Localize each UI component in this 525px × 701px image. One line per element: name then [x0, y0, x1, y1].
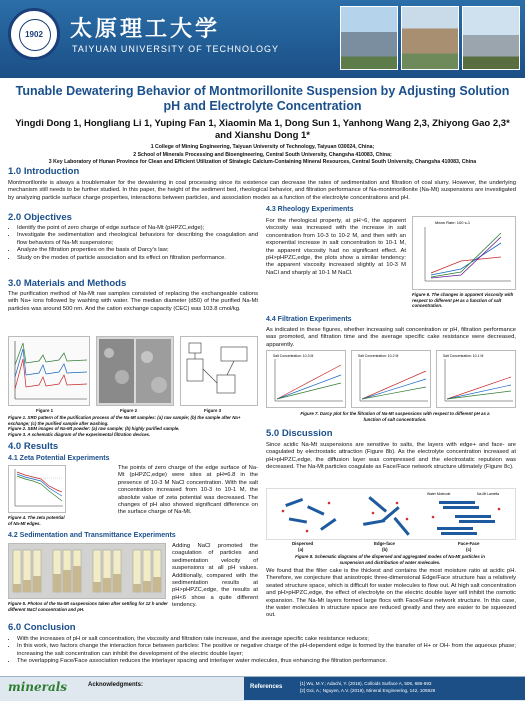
diagram-sublabel: (a) — [298, 547, 304, 552]
filtration-device-diagram — [180, 336, 258, 406]
affiliation: 1 College of Mining Engineering, Taiyuan University of Technology, Taiyuan 030024, China; — [150, 144, 375, 150]
list-item: • With the increases of pH or salt concentration, the viscosity and filtration rate increase, and the average specific cake resistance reduces; — [17, 636, 516, 643]
xrd-pattern-figure — [8, 336, 90, 406]
diagram-sublabel: (b) — [382, 547, 388, 552]
section-heading-objectives: 2.0 Objectives — [8, 212, 72, 223]
materials-text: The purification method of Na-Mt raw samples consisted of replacing the exchangeable cations with Na+ ions followed by washing with water. The median diameter (d50) of the purified Na-Mt particles was around 500 nm. And the cation exchange capacity (CEC) was 103.8 cmol/kg. — [8, 291, 258, 312]
affiliation: 2 School of Minerals Processing and Bioengineering, Central South University, Changsha 410083, China; — [133, 151, 392, 158]
filtration-text: As indicated in these figures, whether increasing salt concentration or pH, filtration performance was promoted, and filtration time and the average specific cake resistance were decreased, apparently. — [266, 327, 516, 348]
journal-logo: minerals — [8, 680, 68, 694]
chart-title: Mean Rate: 100 s-1 — [435, 220, 471, 225]
list-item: • Investigate the sedimentation and rheological behaviors for describing the coagulation and flow behaviors of Na-Mt suspensions; — [17, 232, 258, 247]
list-item: • Analyze the filtration properties on the basis of Darcy's law; — [17, 247, 258, 254]
viscosity-chart — [412, 216, 516, 290]
seal-year: 1902 — [25, 30, 43, 39]
figure-caption-5: Figure 5. Photos of the Na-Mt suspensions taken after settling for 12 h under different NaCl concentration and pH. — [8, 601, 168, 612]
diagram-sublabel: (c) — [466, 547, 472, 552]
darcy-plot-panel — [436, 350, 516, 408]
conclusion-list — [8, 636, 516, 666]
subsection-heading-filtration: 4.4 Filtration Experiments — [266, 316, 352, 323]
list-item: • In this work, two factors change the interaction force between particles: The positive or negative charge of the pH-dependent edge is formed by the transfer of H+ or OH- from the aqueous phase; increasing the salt concentration can inhibit the development of the electric double layer; — [17, 643, 516, 658]
acknowledgments-label: Acknowledgments: — [88, 682, 144, 688]
diagram-label: Face-Face — [458, 541, 480, 546]
campus-photo — [401, 6, 459, 70]
panel-title: Salt Concentration: 10-1 M — [443, 354, 484, 358]
association-modes-diagram — [266, 488, 516, 540]
figure-label: Figure 1 — [36, 408, 54, 413]
subsection-heading-zeta: 4.1 Zeta Potential Experiments — [8, 455, 110, 462]
campus-photo — [462, 6, 520, 70]
figure-caption-3: Figure 3. A schematic diagram of the experimental filtration devices. — [8, 431, 151, 437]
figure-caption — [8, 415, 258, 437]
figure-caption-1: Figure 1. XRD pattern of the purification process of the Na-Mt samples: (a) raw sample; (b) the sample after Na+ exchange; (c) the purified sample after washing. — [8, 415, 241, 426]
diagram-label: Dispersed — [292, 541, 314, 546]
diagram-tag: Na-Mt Lamella — [477, 492, 500, 496]
sem-images-figure — [96, 336, 174, 406]
affiliations — [10, 144, 515, 167]
figure-label: Figure 2 — [120, 408, 138, 413]
section-heading-results: 4.0 Results — [8, 441, 59, 452]
university-name-cn: 太原理工大学 — [70, 16, 221, 42]
reference-item: [2] Goi, A.; Nguyen, A.V. (2019), Mineral Engineering, 142, 105929 — [300, 688, 436, 693]
objectives-list — [8, 225, 258, 262]
introduction-text: Montmorillonite is always a troublemaker for the dewatering in coal processing since its existence can decrease the rates of sedimentation and filtration of coal slurry. However, the underlying mechanism still needs to be further studied. In this paper, the height of the sediment bed, rheological behavior, and filtration performance of Na-montmorillonite (Na-Mt) suspensions are investigated by analyzing particle surface charge properties, interactions between particles, and association modes as a function of the electrolyte concentrations and pH. — [8, 180, 516, 201]
zeta-potential-chart — [8, 465, 66, 513]
section-heading-materials: 3.0 Materials and Methods — [8, 278, 127, 289]
figure-caption-7: Figure 7. Darcy plot for the filtration of Na-Mt suspensions with respect to different pH as a function of salt concentration. — [300, 411, 490, 422]
discussion-text-1: Since acidic Na-Mt suspensions are sensitive to salts, the layers with edge+ and face- are coagulated by electrostatic attraction (Figure 8b). As the electrolyte concentration increased at pH>pHPZC,edge, the diffusion layer was compressed and the electrostatic repulsion was decreased. The Na-Mt particles coagulate as Face/Face network structure ultimately (Figure 8c). — [266, 442, 516, 471]
figure-caption-8: Figure 8. Schematic diagrams of the dispersed and aggregated modes of Na-Mt particles in suspension and distribution of water molecules. — [295, 554, 485, 565]
sedimentation-text: Adding NaCl promoted the coagulation of particles and sedimentation velocity of suspensions at all pH values. Additionally, compared with the sedimentation results at pH>pHPZC,edge, the results at pH<6 show a quite different tendency. — [172, 543, 258, 609]
author-list: Yingdi Dong 1, Hongliang Li 1, Yuping Fan 1, Xiaomin Ma 1, Dong Sun 1, Yanhong Wang 2,3, Zhiyong Gao 2,3* and Xianshu Dong 1* — [15, 118, 510, 141]
references-list — [300, 680, 435, 694]
zeta-text: The points of zero charge of the edge surface of Na-Mt (pHPZC,edge) were sites at pH=6.8 in the presence of 10-3 M NaCl concentration. With the salt concentration increased from 10-3 to 10-1 M, the absolute value of zeta potential was decreased. The changes of pH also showed significant difference on the surface charge of Na-Mt. — [118, 465, 258, 516]
references-heading: References — [250, 684, 283, 690]
darcy-plot-panel — [351, 350, 431, 408]
figure-caption-4: Figure 4. The zeta potential of Na-Mt edges. — [8, 515, 65, 526]
subsection-heading-sedimentation: 4.2 Sedimentation and Transmittance Experiments — [8, 532, 176, 539]
panel-title: Salt Concentration: 10-2 M — [358, 354, 399, 358]
campus-photo — [340, 6, 398, 70]
diagram-label: Edge-face — [374, 541, 395, 546]
diagram-tag: Water Molecule — [427, 492, 451, 496]
university-seal-icon — [8, 8, 60, 60]
section-heading-introduction: 1.0 Introduction — [8, 166, 80, 177]
subsection-heading-rheology: 4.3 Rheology Experiments — [266, 206, 354, 213]
discussion-text-2: We found that the filter cake is the thickest and contains the most moisture ratio at acidic pH. Therefore, we conjecture that anisotropic three-dimensional Edge/Face structure has a relatively seated structure space, which is difficult for water molecules to flow out. At high salt concentration and pH>pHPZC,edge, the effect of electrolyte on the electric double layer will inhibit the osmotic expansion. The Na-Mt layers formed large flocs with Face/Face network structure. In this case, the water molecules in structure space are reduced greatly and they are easier to be squeezed out. — [266, 568, 516, 619]
reference-item: [1] Wu, M.Y.; Adachi, Y. (2016), Colloids Surface A, 506, 686-693 — [300, 681, 432, 686]
university-name-en: TAIYUAN UNIVERSITY OF TECHNOLOGY — [72, 44, 280, 54]
list-item: • Identify the point of zero charge of edge surface of Na-Mt (pHPZC,edge); — [17, 225, 258, 232]
poster-title: Tunable Dewatering Behavior of Montmorillonite Suspension by Adjusting Solution pH and Electrolyte Concentration — [15, 84, 510, 113]
list-item: • The overlapping Face/Face association reduces the interlayer spacing and interlayer water molecules, thus enhancing the filtration performance. — [17, 658, 516, 665]
panel-title: Salt Concentration: 10-3 M — [273, 354, 314, 358]
figure-caption-6: Figure 6. The changes in apparent viscosity with respect to different pH as a function of salt concentration. — [412, 292, 514, 309]
section-heading-conclusion: 6.0 Conclusion — [8, 622, 76, 633]
figure-label: Figure 3 — [204, 408, 222, 413]
figure-caption-2: Figure 2. SEM images of Na-Mt powder: (a) raw sample; (b) highly purified sample. — [8, 426, 180, 432]
darcy-plot-panel — [266, 350, 346, 408]
section-heading-discussion: 5.0 Discussion — [266, 428, 333, 439]
rheology-text: For the rheological property, at pH~6, the apparent viscosity was increased with the increase in salt concentration from 10-3 to 10-2 M, and then with an exponential increase in salt concentration to 10-1 M, the apparent viscosity had no significant effect. At pH>pHPZC,edge, the plots show a similar tendency: the apparent viscosity increased slightly at 10-3 M NaCl and sharply at 10-1 M NaCl. — [266, 218, 406, 276]
sedimentation-photos — [8, 543, 166, 599]
list-item: • Study on the modes of particle association and its effect on filtration performance. — [17, 255, 258, 262]
affiliation: 3 Key Laboratory of Hunan Province for Clean and Efficient Utilization of Strategic Calcium-Containing Mineral Resources, Central South University, Changsha 410083, China — [48, 159, 477, 165]
